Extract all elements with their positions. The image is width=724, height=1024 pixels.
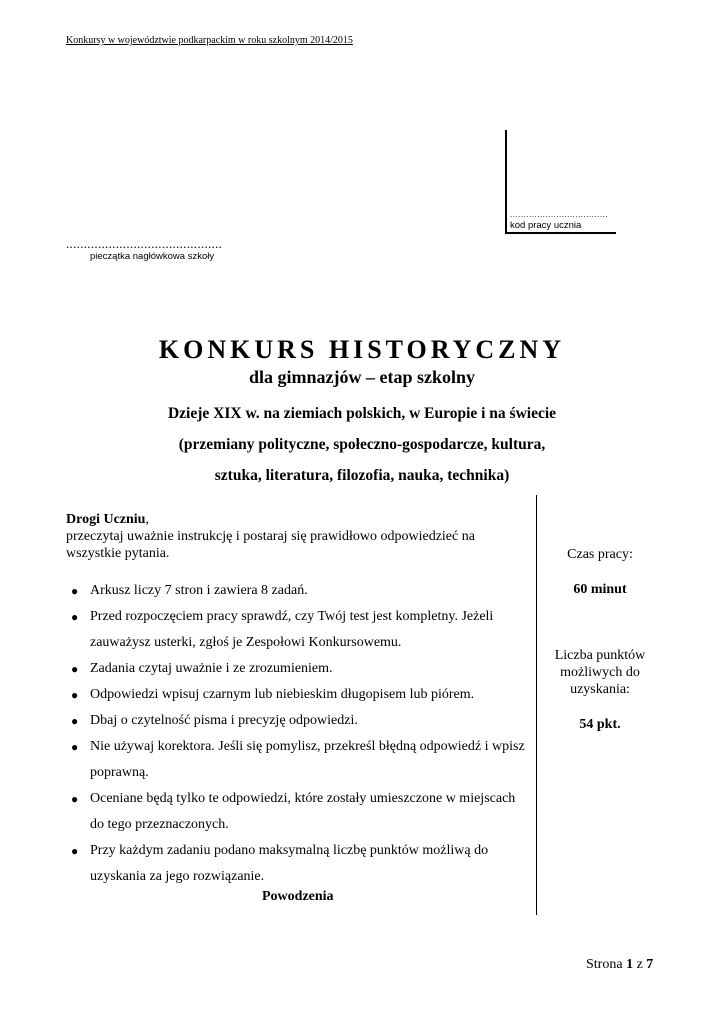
page-label: Strona xyxy=(586,957,623,972)
rule-text: Przy każdym zadaniu podano maksymalną liczbę punktów możliwą do uzyskania za jego rozwiązanie. xyxy=(90,843,489,884)
rule-text: Nie używaj korektora. Jeśli się pomylisz, przekreśl błędną odpowiedź i wpisz poprawną. xyxy=(90,739,525,780)
school-stamp-label: pieczątka nagłówkowa szkoły xyxy=(90,251,215,262)
code-box-vertical-line xyxy=(505,130,507,233)
bullet-icon: ● xyxy=(71,688,79,702)
rules-list xyxy=(66,578,526,890)
topic-line: sztuka, literatura, filozofia, nauka, technika) xyxy=(214,467,510,484)
code-box-horizontal-line xyxy=(505,232,616,234)
topic-line: Dzieje XIX w. na ziemiach polskich, w Europie i na świecie xyxy=(167,405,557,422)
greeting-comma: , xyxy=(145,512,149,527)
bullet-icon: ● xyxy=(71,584,79,598)
time-value: 60 minut xyxy=(573,582,627,597)
list-item xyxy=(66,656,526,682)
list-item xyxy=(66,578,526,604)
page-title: KONKURS HISTORYCZNY xyxy=(158,335,566,364)
list-item xyxy=(66,734,526,786)
list-item xyxy=(66,682,526,708)
page-header: Konkursy w województwie podkarpackim w roku szkolnym 2014/2015 xyxy=(66,35,353,46)
total-pages: 7 xyxy=(646,957,654,972)
rule-text: Dbaj o czytelność pisma i precyzję odpowiedzi. xyxy=(90,713,358,728)
rule-text: Zadania czytaj uważnie i ze zrozumieniem. xyxy=(90,661,333,676)
page-number xyxy=(586,957,653,973)
greeting xyxy=(66,512,149,528)
points-label: Liczba punktów możliwych do uzyskania: xyxy=(554,648,646,697)
student-code-label: kod pracy ucznia xyxy=(510,220,582,231)
page-separator: z xyxy=(636,957,643,972)
bullet-icon: ● xyxy=(71,844,79,858)
instructions-intro: przeczytaj uważnie instrukcję i postaraj się prawidłowo odpowiedzieć na wszystkie pytania. xyxy=(66,529,475,561)
farewell: Powodzenia xyxy=(262,889,334,904)
column-divider xyxy=(536,495,537,915)
greeting-text: Drogi Uczniu xyxy=(66,512,146,527)
time-label: Czas pracy: xyxy=(567,547,633,562)
bullet-icon: ● xyxy=(71,740,79,754)
bullet-icon: ● xyxy=(71,610,79,624)
bullet-icon: ● xyxy=(71,714,79,728)
list-item xyxy=(66,708,526,734)
list-item xyxy=(66,838,526,890)
points-value: 54 pkt. xyxy=(579,717,621,732)
current-page: 1 xyxy=(626,957,634,972)
bullet-icon: ● xyxy=(71,792,79,806)
list-item xyxy=(66,786,526,838)
rule-text: Arkusz liczy 7 stron i zawiera 8 zadań. xyxy=(90,583,308,598)
page-subtitle: dla gimnazjów – etap szkolny xyxy=(248,367,475,387)
topic-line: (przemiany polityczne, społeczno-gospodarcze, kultura, xyxy=(178,436,546,453)
student-code-field: .................................... xyxy=(510,210,609,219)
list-item xyxy=(66,604,526,656)
bullet-icon: ● xyxy=(71,662,79,676)
rule-text: Odpowiedzi wpisuj czarnym lub niebieskim długopisem lub piórem. xyxy=(90,687,475,702)
rule-text: Oceniane będą tylko te odpowiedzi, które zostały umieszczone w miejscach do tego przeznaczonych. xyxy=(90,791,516,832)
school-stamp-field: ............................................ xyxy=(66,236,223,251)
rule-text: Przed rozpoczęciem pracy sprawdź, czy Twój test jest kompletny. Jeżeli zauważysz usterki, zgłoś je Zespołowi Konkursowemu. xyxy=(90,609,494,650)
